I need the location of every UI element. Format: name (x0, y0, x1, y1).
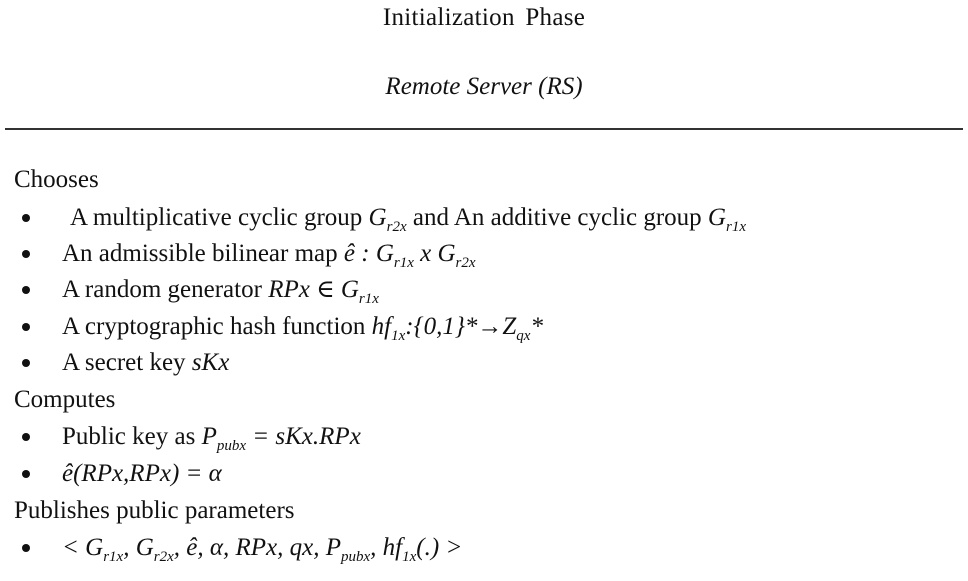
section-heading-computes: Computes (14, 386, 116, 413)
list-item (14, 271, 964, 309)
list-item-text: A cryptographic hash function $hf_{1x}:\{0,1\}*\to Z_{qx}*$ (62, 313, 543, 344)
list-item (14, 308, 964, 346)
bullet-icon (22, 470, 30, 478)
list-item-text: ê(RPx,RPx) = α (62, 460, 222, 487)
bullet-icon (22, 433, 30, 441)
list-item (14, 344, 964, 382)
page-subtitle: Remote Server (RS) (385, 73, 583, 100)
list-item-text: An admissible bilinear map ê : $G_{r1x}$ x $G_{r2x}$ (62, 240, 476, 271)
page-title: Initialization Phase (382, 4, 586, 31)
list-item (14, 529, 964, 567)
section-heading-chooses: Chooses (14, 166, 99, 193)
list-item (14, 418, 964, 456)
bullet-icon (22, 544, 30, 552)
list-item (14, 235, 964, 273)
list-item-text: < $G_{r1x}$, $G_{r2x}$, ê, α, RPx, qx, $P_{pubx}$, $hf_{1x}(.)$ > (62, 534, 463, 565)
bullet-icon (22, 286, 30, 294)
bullet-icon (22, 359, 30, 367)
horizontal-divider (5, 128, 963, 130)
bullet-icon (22, 323, 30, 331)
list-item-text: A multiplicative cyclic group $G_{r2x}$ and An additive cyclic group $G_{r1x}$ (70, 204, 746, 235)
list-item-text: A secret key sKx (62, 349, 230, 376)
list-item (14, 455, 964, 493)
bullet-icon (22, 250, 30, 258)
protocol-body (14, 161, 964, 567)
section-heading-publishes: Publishes public parameters (14, 497, 295, 524)
list-item-text: A random generator RPx ∈ $G_{r1x}$ (62, 276, 379, 307)
list-item-text: Public key as $P_{pubx} = sKx.RPx$ (62, 423, 361, 454)
list-item (14, 199, 964, 237)
bullet-icon (22, 214, 30, 222)
